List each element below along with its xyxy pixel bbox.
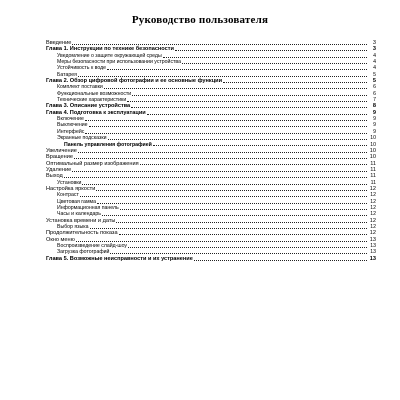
toc-page-number: 9 (373, 128, 376, 135)
toc-entry-title: Настройка яркости (46, 185, 96, 192)
toc-entry-title: Глава 4. Подготовка к эксплуатации (46, 109, 146, 116)
toc-leader-dots (175, 50, 367, 51)
toc-leader-dots (72, 171, 367, 172)
toc-page-number: 8 (372, 103, 376, 110)
toc-leader-dots (132, 95, 367, 96)
toc-leader-dots (72, 44, 367, 45)
toc-leader-dots (104, 88, 367, 89)
toc-page-number: 7 (373, 97, 376, 104)
toc-entry-title: Увеличение (46, 147, 77, 154)
toc-page-number: 12 (370, 192, 376, 199)
toc-entry-title: Комплект поставки (57, 84, 103, 91)
toc-page-number: 10 (369, 154, 376, 161)
toc-entry-title: Часы и календарь (57, 211, 101, 218)
toc-leader-dots (85, 133, 367, 134)
toc-page-number: 13 (370, 243, 376, 249)
toc-entry-title: Удаление (46, 166, 72, 173)
toc-page-number: 11 (370, 166, 376, 173)
toc-entry-title: Контраст (57, 192, 79, 199)
toc-leader-dots (116, 222, 367, 223)
toc-entry-title: Функциональные возможности (57, 90, 132, 97)
toc-leader-dots (80, 196, 367, 197)
toc-entry-title: Загрузка фотографий (57, 249, 110, 256)
toc-leader-dots (147, 114, 367, 115)
toc-page-number: 6 (373, 90, 376, 97)
toc-entry-title: Интерфейс (57, 128, 85, 135)
toc-entry-title: Выбор языка (57, 223, 89, 230)
toc-page-number: 12 (370, 198, 376, 205)
toc-entry-title: Оптимальный размер изображения (46, 160, 139, 167)
toc-page-number: 12 (369, 230, 376, 237)
toc-page-number: 11 (370, 173, 376, 180)
toc-entry-title: Меры безопасности при использовании устройства (57, 59, 182, 66)
toc-entry-title: Установка времени и даты (46, 217, 116, 224)
toc-leader-dots (85, 120, 367, 121)
toc-leader-dots (163, 57, 367, 58)
toc-leader-dots (223, 82, 367, 83)
toc-page-number: 12 (369, 217, 376, 224)
toc-page-number: 4 (373, 59, 376, 66)
toc-leader-dots (119, 234, 367, 235)
toc-entry-title: Выключение (57, 122, 88, 129)
toc-entry-title: Воспроизведение слайд-шоу (57, 243, 128, 249)
toc-leader-dots (194, 260, 367, 261)
toc-page-number: 12 (370, 204, 376, 211)
toc-entry-title: Выход (46, 173, 63, 180)
toc-entry-title: Экранные подсказки (57, 135, 107, 142)
toc-leader-dots (97, 203, 367, 204)
toc-leader-dots (120, 209, 367, 210)
toc-leader-dots (128, 247, 367, 248)
toc-entry-title: Установки (57, 179, 82, 186)
toc-entry-title: Устойчивость к воде (57, 65, 107, 72)
toc-page-number: 12 (369, 185, 376, 192)
toc-page-number: 10 (370, 141, 376, 148)
toc-entry-title: Уведомление о защите окружающей среды (57, 52, 162, 59)
toc-entry-title: Включение (57, 116, 84, 123)
toc-leader-dots (102, 215, 367, 216)
toc-leader-dots (182, 63, 367, 64)
toc-page-number: 3 (372, 40, 376, 46)
toc-leader-dots (89, 126, 367, 127)
toc-entry-title: Информационная панель (57, 204, 119, 211)
toc-leader-dots (90, 228, 367, 229)
toc-entry-title: Батарея (57, 71, 77, 78)
toc-page-number: 12 (370, 223, 376, 230)
toc-leader-dots (127, 101, 367, 102)
toc-leader-dots (78, 152, 367, 153)
toc-leader-dots (78, 76, 367, 77)
toc-page-number: 3 (372, 46, 376, 53)
toc-page-number: 10 (369, 147, 376, 154)
toc-leader-dots (76, 241, 367, 242)
toc-page-number: 9 (372, 109, 376, 116)
toc-leader-dots (64, 177, 367, 178)
toc-entry-title: Глава 5. Возможные неисправности и их устранение (46, 255, 193, 262)
toc-entry-title: Глава 1. Инструкции по технике безопасности (46, 46, 174, 53)
toc-leader-dots (108, 139, 367, 140)
toc-page-number: 11 (370, 160, 376, 167)
toc-page-number: 5 (373, 71, 376, 78)
toc-entry-title: Окно меню (46, 236, 75, 243)
toc-entry-title: Введение (46, 40, 72, 46)
table-of-contents (46, 40, 376, 262)
toc-entry-title: Панель управления фотографией (64, 141, 152, 148)
toc-page-number: 4 (373, 65, 376, 72)
toc-page-number: 4 (373, 52, 376, 59)
toc-entry-title: Технические характеристики (57, 97, 127, 104)
toc-page-number: 6 (373, 84, 376, 91)
toc-page-number: 13 (369, 236, 376, 243)
document-title: Руководство пользователя (131, 14, 269, 26)
toc-leader-dots (82, 184, 367, 185)
toc-leader-dots (153, 145, 367, 146)
toc-page-number: 13 (369, 255, 376, 262)
toc-entry-title: Глава 3. Описание устройства (46, 103, 131, 110)
toc-leader-dots (96, 190, 367, 191)
toc-entry[interactable] (46, 256, 376, 262)
toc-page-number: 9 (373, 122, 376, 129)
toc-leader-dots (107, 69, 367, 70)
toc-page-number: 10 (370, 135, 376, 142)
toc-leader-dots (131, 107, 367, 108)
toc-leader-dots (74, 158, 367, 159)
toc-page-number: 11 (370, 179, 376, 186)
toc-leader-dots (140, 164, 367, 165)
toc-page-number: 5 (372, 78, 376, 85)
toc-entry-title: Цветовая гамма (57, 198, 96, 205)
toc-page-number: 13 (370, 249, 376, 256)
toc-page-number: 9 (373, 116, 376, 123)
toc-leader-dots (110, 253, 367, 254)
toc-entry-title: Продолжительность показа (46, 230, 118, 237)
toc-entry-title: Вращение (46, 154, 73, 161)
toc-entry-title: Глава 2. Обзор цифровой фотографии и ее основные функции (46, 78, 223, 85)
toc-page-number: 12 (370, 211, 376, 218)
